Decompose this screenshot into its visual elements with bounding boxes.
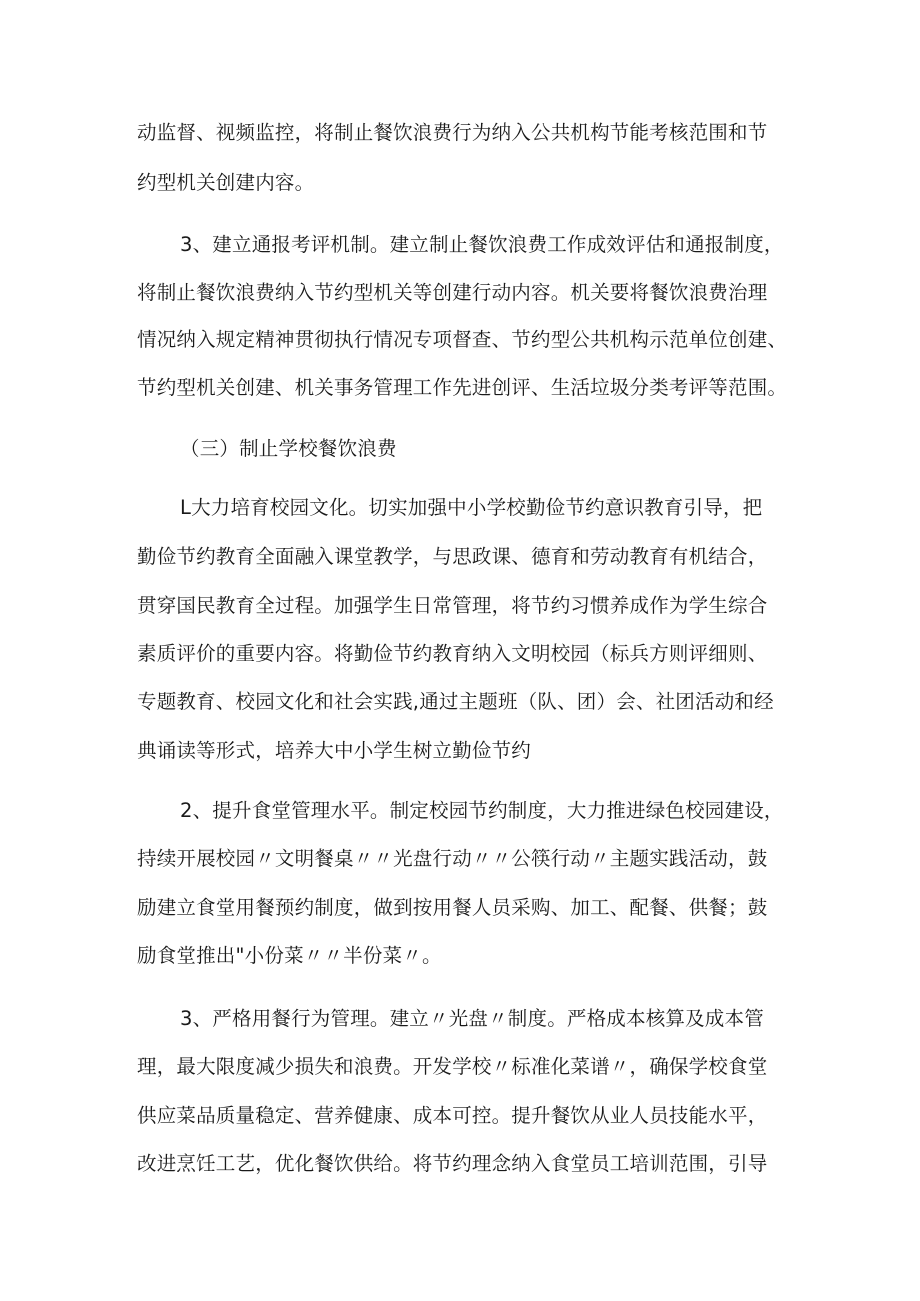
section-heading: （三）制止学校餐饮浪费: [180, 437, 397, 460]
paragraph-line: 情况纳入规定精神贯彻执行情况专项督查、节约型公共机构示范单位创建、: [137, 328, 788, 351]
paragraph-line: 3、严格用餐行为管理。建立〃光盘〃制度。严格成本核算及成本管: [180, 1007, 764, 1030]
paragraph-line: 贯穿国民教育全过程。加强学生日常管理，将节约习惯养成作为学生综合: [137, 594, 768, 617]
paragraph-line: 素质评价的重要内容。将勤俭节约教育纳入文明校园（标兵方则评细则、: [137, 642, 768, 665]
paragraph-line: 专题教育、校园文化和社会实践,通过主题班（队、团）会、社团活动和经: [137, 690, 774, 713]
paragraph-line: 理，最大限度减少损失和浪费。开发学校〃标准化菜谱〃，确保学校食堂: [137, 1055, 768, 1078]
paragraph-line: 动监督、视频监控，将制止餐饮浪费行为纳入公共机构节能考核范围和节: [137, 121, 768, 144]
paragraph-line: 约型机关创建内容。: [137, 171, 315, 194]
paragraph-line: 持续开展校园〃文明餐桌〃〃光盘行动〃〃公筷行动〃主题实践活动，鼓: [137, 847, 768, 870]
paragraph-line: 3、建立通报考评机制。建立制止餐饮浪费工作成效评估和通报制度，: [180, 233, 784, 256]
paragraph-line: 励食堂推出"小份菜〃〃半份菜〃。: [137, 944, 442, 967]
paragraph-line: 节约型机关创建、机关事务管理工作先进创评、生活垃圾分类考评等范围。: [137, 376, 788, 399]
paragraph-line: 改进烹饪工艺，优化餐饮供给。将节约理念纳入食堂员工培训范围，引导: [137, 1152, 768, 1175]
paragraph-line: 供应菜品质量稳定、营养健康、成本可控。提升餐饮从业人员技能水平，: [137, 1104, 768, 1127]
paragraph-line: 勤俭节约教育全面融入课堂教学，与思政课、德育和劳动教育有机结合，: [137, 545, 768, 568]
paragraph-line: 典诵读等形式，培养大中小学生树立勤俭节约: [137, 739, 532, 762]
paragraph-line: 将制止餐饮浪费纳入节约型机关等创建行动内容。机关要将餐饮浪费治理: [137, 281, 768, 304]
paragraph-line: 励建立食堂用餐预约制度，做到按用餐人员采购、加工、配餐、供餐；鼓: [137, 896, 768, 919]
paragraph-line: 2、提升食堂管理水平。制定校园节约制度，大力推进绿色校园建设，: [180, 799, 784, 822]
paragraph-line: L大力培育校园文化。切实加强中小学校勤俭节约意识教育引导，把: [180, 496, 763, 519]
